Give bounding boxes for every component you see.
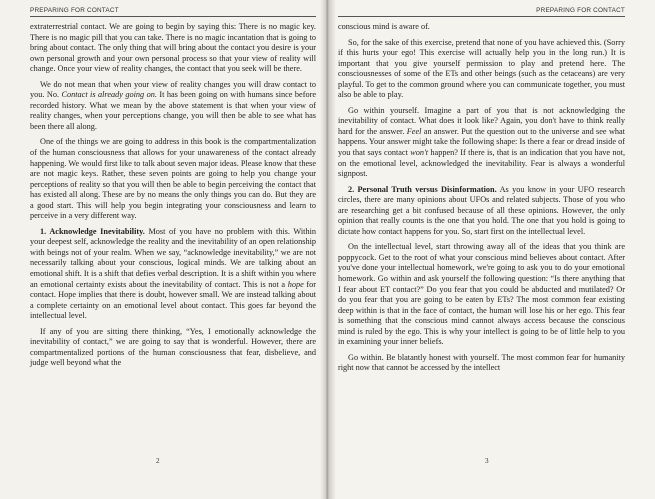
right-p3-emphasis-1: Feel — [406, 126, 422, 136]
left-p4-text-a: Most of you have no problem with this. Within your deepest self, acknowledge the reality and the inevitability of an open relationship with beings not of your realm. When we say, “acknowledge inevitability,” we are not necessarily talking about your conscious, logical minds. We are talking about an emotional shift. It is a shift that defies verbal description. It is a shift within you where an emotional certainty exists about the inevitability of contact. This is not a — [30, 226, 316, 289]
left-page — [0, 0, 326, 499]
left-paragraph-3: One of the things we are going to address in this book is the compartmentalization of the human consciousness that allows for your unawareness of the contact already happening. We would first like to talk about seven major ideas. Please know that these are not magic keys. Rather, these seven points are going to help you change your perceptions of reality so that you will then be able to begin perceiving the contact that has existed all along. These are by no means the only things you can do. But they are a good start. This will help you begin integrating your consciousness and learn to perceive in a very different way. — [30, 137, 316, 221]
left-p2-text-b: It has been going on with humans since before recorded history. What we mean by the above statement is that when your view of reality changes, when your perceptions change, you will then be able to see what has been there all along. — [30, 90, 316, 131]
right-paragraph-1: conscious mind is aware of. — [338, 22, 430, 31]
right-p3-emphasis-2: won't — [410, 148, 429, 158]
point-2-heading: 2. Personal Truth versus Disinformation. — [348, 184, 497, 194]
left-page-number: 2 — [156, 457, 160, 465]
right-running-head: PREPARING FOR CONTACT — [536, 7, 625, 14]
left-paragraph-2 — [30, 80, 316, 133]
right-p4-text: As you know in your UFO research circles, there are many opinions about UFOs and related subjects. Those of you who are researching get a bit confused because of all these opinions. However, the only opinion that really counts is the one that you hold. The one that you hold is going to dictate how contact happens for you. So, start first on the intellectual level. — [338, 184, 625, 236]
point-1-heading: 1. Acknowledge Inevitability. — [40, 226, 145, 236]
left-header-rule — [30, 16, 316, 17]
right-paragraph-2: So, for the sake of this exercise, pretend that none of you have achieved this. (Sorry if this hurts your ego! This exercise will actually help you in the long run.) It is important that you give yourself permission to play and pretend here. The consciousnesses of some of the ETs and other beings (such as the cetaceans) are very playful. To get to the common ground where you can communicate together, you must also be able to play. — [338, 37, 625, 100]
right-paragraph-4 — [338, 185, 625, 238]
left-p4-text-b: for contact. Hope implies that there is doubt, however small. We are instead talking about a complete certainty on an emotional level about contact. This goes far beyond the intellectual level. — [30, 279, 317, 321]
right-p3-text-c: happen? If there is, that is an indication that you have not, on the emotional level, acknowledged the inevitability. Fear is always a wonderful signpost. — [338, 148, 626, 179]
left-p4-emphasis: hope — [287, 279, 304, 289]
right-page-number: 3 — [485, 457, 489, 465]
right-paragraph-6: Go within. Be blatantly honest with yourself. The most common fear for humanity right now that cannot be accessed by the intellect — [338, 352, 625, 373]
left-p2-emphasis: Contact is already going on. — [61, 90, 157, 100]
left-p2-text-a: We do not mean that when your view of reality changes you will draw contact to you. No. — [30, 79, 316, 100]
left-page-text — [30, 22, 316, 369]
right-p3-text-a: Go within yourself. Imagine a part of you that is not acknowledging the inevitability of contact. What does it look like? Again, you don't have to think really hard for the answer. — [338, 105, 625, 136]
left-paragraph-5: If any of you are sitting there thinking, “Yes, I emotionally acknowledge the inevitability of contact,” we are going to say that is wonderful. However, there are compartmentalized portions of the human consciousness that fear, disbelieve, and judge well beyond what the — [30, 326, 316, 368]
right-p3-text-b: an answer. Put the question out to the universe and see what happens. Your answer might take the following shape: Is there a fear or dread inside of you that says contact — [338, 126, 625, 158]
right-header-rule — [338, 16, 625, 17]
book-gutter-shadow — [320, 0, 336, 499]
right-paragraph-3 — [338, 106, 625, 180]
left-running-head: PREPARING FOR CONTACT — [30, 7, 119, 14]
right-page-text — [338, 22, 625, 374]
left-paragraph-1: extraterrestrial contact. We are going to begin by saying this: There is no magic key. There is no magic pill that you can take. There is no magic incantation that is going to bring about contact. The only thing that will bring about the contact you desire is your own personal growth and your own personal process so that your view of reality will change. Once your view of reality changes, the contact that you seek will be there. — [30, 22, 316, 74]
right-page — [328, 0, 655, 499]
right-paragraph-5: On the intellectual level, start throwing away all of the ideas that you think are poppycock. Get to the root of what your conscious mind believes about contact. After you've done your intellectual homework, we're going to ask you to do your emotional homework. Go within and ask yourself the following question: “Is there anything that I fear about ET contact?” Do you fear that you could be abducted and mutilated? Or do you fear that you are going to be eaten by ETs? The most common fear existing deep within is that in the face of contact, the human will lose his or her ego. This fear is something that the conscious mind cannot always access because the conscious mind is ruled by the ego. This is why your intellect is going to be of little help to you in examining your inner beliefs. — [338, 242, 625, 347]
left-paragraph-4 — [30, 227, 316, 322]
